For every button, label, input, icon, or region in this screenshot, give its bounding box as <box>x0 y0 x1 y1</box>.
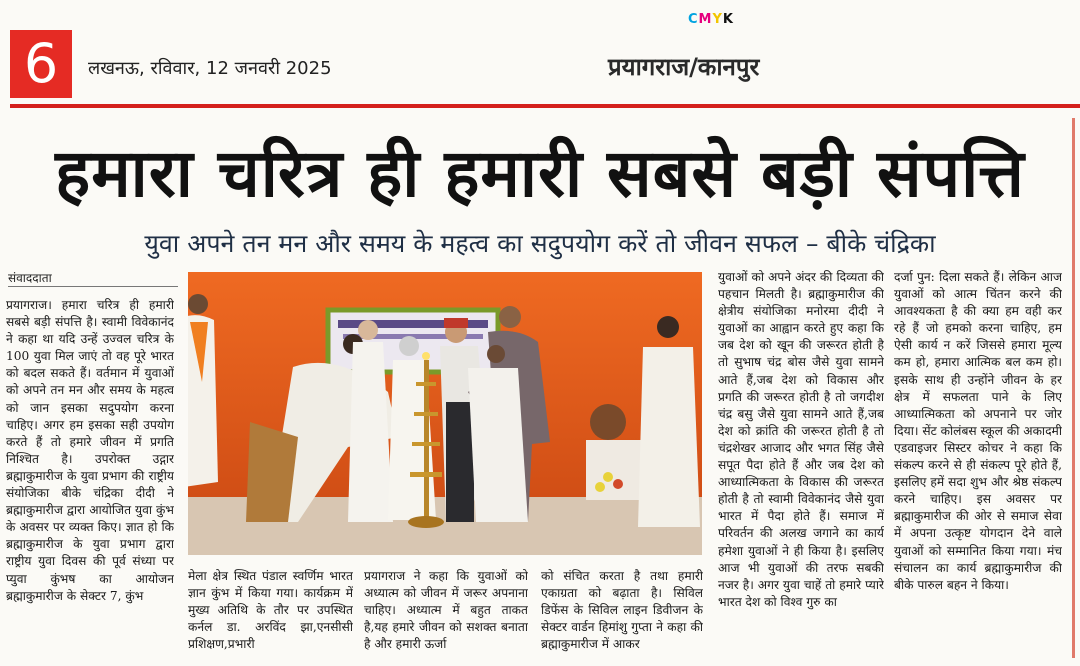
article-column-4: को संचित करता है तथा हमारी एकाग्रता को बढ़ाता है। सिविल डिफेंस के सिविल लाइन डिवीजन के सेक्टर वार्डन हिमांशु गुप्ता ने कहा की ब्रह्माकुमारीज में आकर <box>541 569 703 652</box>
cmyk-registration-mark: CMYK <box>688 12 734 27</box>
section-title: प्रयागराज/कानपुर <box>608 53 760 81</box>
dateline: लखनऊ, रविवार, 12 जनवरी 2025 <box>88 58 332 79</box>
masthead-divider <box>10 104 1080 108</box>
byline: संवाददाता <box>8 271 52 285</box>
article-column-3: प्रयागराज ने कहा कि युवाओं को अध्यात्म को जीवन में जरूर अपनाना चाहिए। अध्यात्म में बहुत ताकत है,यह हमारे जीवन को सशक्त बनाता है और हमारी ऊर्जा <box>364 569 528 652</box>
subheadline: युवा अपने तन मन और समय के महत्व का सदुपयोग करें तो जीवन सफल – बीके चंद्रिका <box>144 229 936 258</box>
article-column-5: युवाओं को अपने अंदर की दिव्यता की पहचान मिलती है। ब्रह्माकुमारीज की क्षेत्रीय संयोजिका मनोरमा दीदी ने युवाओं का आह्वान करते हुए कहा कि जब देश को खून की जरूरत होती है तो सुभाष चंद्र बोस जैसे युवा सामने आते हैं,जब देश को विकास और प्रगति की जरूरत होती है तो जगदीश चंद्र बसु जैसे युवा सामने आते हैं,जब देश को क्रांति की जरूरत होती है तो चंद्रशेखर आजाद और भगत सिंह जैसे सपूत पैदा होते हैं और जब देश को आध्यात्मिकता के विकास की जरूरत होती है तो स्वामी विवेकानंद जैसे युवा भारत में पैदा होते हैं। समाज में परिवर्तन की अलख जगाने का कार्य हमेशा युवाओं ने ही किया है। इसलिए आज भी युवाओं की तरफ सबकी नजर है। अगर युवा चाहें तो हमारे प्यारे भारत देश को विश्व गुरु का <box>718 270 884 609</box>
headline: हमारा चरित्र ही हमारी सबसे बड़ी संपत्ति <box>55 135 1025 212</box>
article-column-6: दर्जा पुन: दिला सकते हैं। लेकिन आज युवाओं को आत्म चिंतन करने की आवश्यकता है की क्या हम वही कर रहे हैं जो हमको करना चाहिए, हम ऐसी कार्य न करें जिससे हमारा मूल्य कम हो, हमारा आत्मिक बल कम हो। इसके साथ ही उन्होंने जीवन के हर क्षेत्र में सफलता पाने के लिए आध्यात्मिकता को अपनाने पर जोर दिया। सेंट कोलंबस स्कूल की अकादमी एडवाइजर सिस्टर कोचर ने कहा कि संकल्प करने से ही संकल्प पूरे होते हैं, इसलिए हमें सदा शुभ और श्रेष्ठ संकल्प करने चाहिए। इस अवसर पर ब्रह्माकुमारीज की ओर से समाज सेवा में अपना उत्कृष्ट योगदान देने वाले युवाओं को सम्मानित किया गया। मंच संचालन का कार्य ब्रह्माकुमारीज की बीके पारुल बहन ने किया। <box>894 270 1062 592</box>
lamp-lighting-scene <box>188 272 702 555</box>
article-column-2: मेला क्षेत्र स्थित पंडाल स्वर्णिम भारत ज्ञान कुंभ में किया गया। कार्यक्रम में मुख्य अतिथि के तौर पर उपस्थित कर्नल डा. अरविंद झा,एनसीसी प्रशिक्षण,प्रभारी <box>188 569 353 652</box>
byline-divider <box>8 286 178 287</box>
article-column-1: प्रयागराज। हमारा चरित्र ही हमारी सबसे बड़ी संपत्ति है। स्वामी विवेकानंद ने कहा था यदि उन्हें उज्वल चरित्र के 100 युवा मिल जाएं तो वह पूरे भारत को बदल सकते हैं। वर्तमान में युवाओं को अपने तन मन और समय के महत्व को जान इसका सदुपयोग करना चाहिए। अगर हम इसका सही उपयोग करते हैं तो हमारे जीवन में प्रगति निश्चित है। उपरोक्त उद्गार ब्रह्माकुमारीज के युवा प्रभाग की राष्ट्रीय संयोजिका बीके चंद्रिका दीदी ने ब्रह्माकुमारीज द्वारा आयोजित युवा कुंभ के अवसर पर व्यक्त किए। ज्ञात हो कि ब्रह्माकुमारीज के युवा प्रभाग द्वारा राष्ट्रीय युवा दिवस की पूर्व संध्या पर प्युवा कुंभष का आयोजन ब्रह्माकुमारीज के सेक्टर 7, कुंभ <box>6 298 174 603</box>
page-number: 6 <box>10 30 72 98</box>
event-photo <box>188 272 702 555</box>
